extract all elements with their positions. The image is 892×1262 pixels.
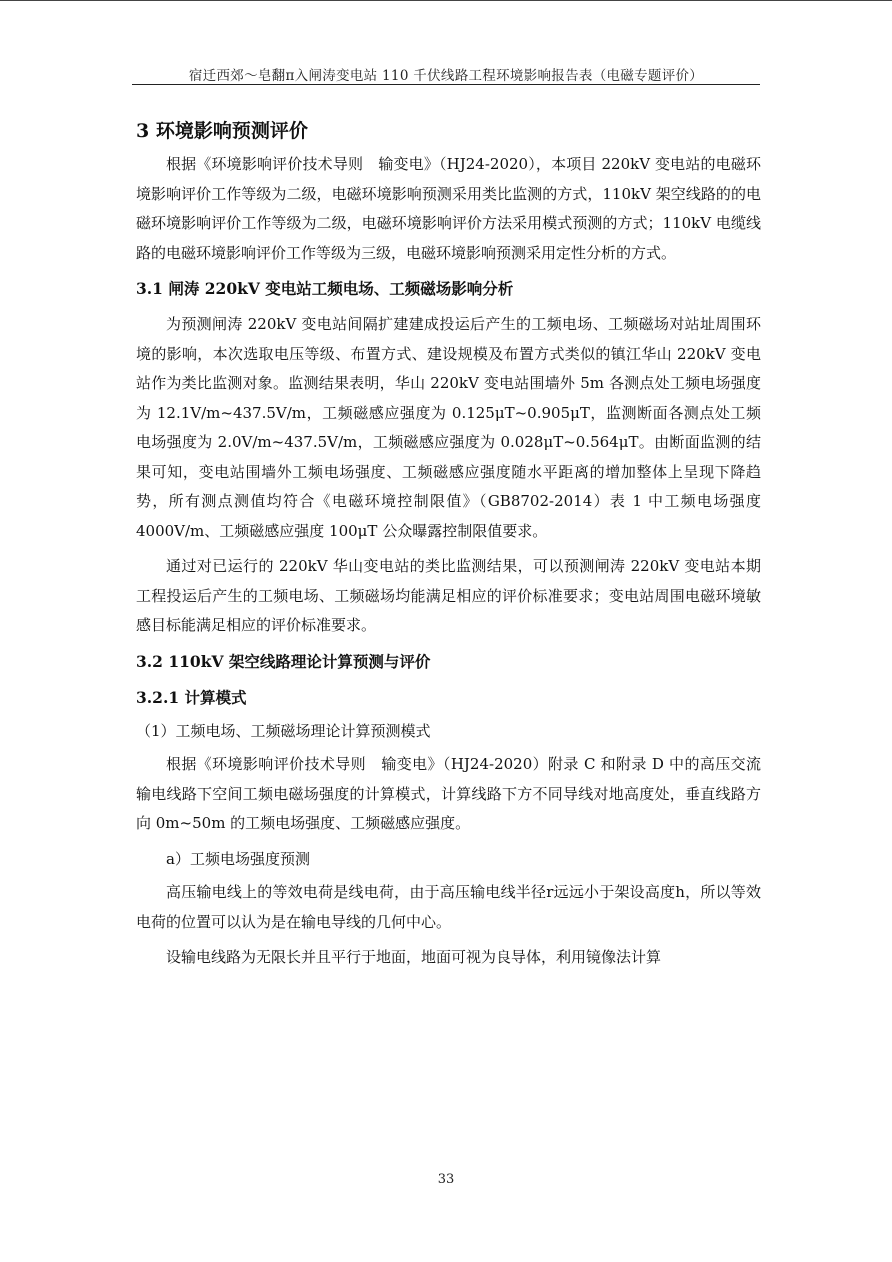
section-3-1-heading: 3.1 闸涛 220kV 变电站工频电场、工频磁场影响分析 [136, 279, 514, 298]
list-item-1: （1）工频电场、工频磁场理论计算预测模式 [136, 721, 431, 740]
page-number: 33 [437, 1172, 455, 1187]
section-3-1-paragraph-1: 为预测闸涛 220kV 变电站间隔扩建建成投运后产生的工频电场、工频磁场对站址周围环境的影响，本次选取电压等级、布置方式、建设规模及布置方式类似的镇江华山 220kV 变电站作为类比监测对象。监测结果表明，华山 220kV 变电站围墙外 5m 各测点处工频电场强度为 12.1V/m~437.5V/m，工频磁感应强度为 0.125μT~0.905μT，监测断面各测点处工频电场强度为 2.0V/m~437.5V/m，工频磁感应强度为 0.028μT~0.564μT。由断面监测的结果可知，变电站围墙外工频电场强度、工频磁感应强度随水平距离的增加整体上呈现下降趋势，所有测点测值均符合《电磁环境控制限值》（GB8702-2014）表 1 中工频电场强度 4000V/m、工频磁感应强度 100μT 公众曝露控制限值要求。 [136, 315, 761, 540]
running-header: 宿迁西郊～皂翻π入闸涛变电站 110 千伏线路工程环境影响报告表（电磁专题评价） [188, 68, 704, 84]
section-3-heading: 3 环境影响预测评价 [136, 120, 308, 142]
section-3-2-1-heading: 3.2.1 计算模式 [136, 687, 247, 707]
section-3-2-heading: 3.2 110kV 架空线路理论计算预测与评价 [136, 651, 431, 671]
list-item-a: a）工频电场强度预测 [166, 849, 310, 868]
section-3-2-1-paragraph-2: 高压输电线上的等效电荷是线电荷，由于高压输电线半径r远远小于架设高度h，所以等效电荷的位置可以认为是在输电导线的几何中心。 [136, 883, 761, 931]
section-3-2-1-paragraph-1: 根据《环境影响评价技术导则 输变电》（HJ24-2020）附录 C 和附录 D 中的高压交流输电线路下空间工频电磁场强度的计算模式，计算线路下方不同导线对地高度处，垂直线路方向 0m~50m 的工频电场强度、工频磁感应强度。 [136, 755, 761, 832]
page-body [136, 115, 761, 973]
header-rule [132, 84, 760, 85]
section-3-paragraph-1: 根据《环境影响评价技术导则 输变电》（HJ24-2020），本项目 220kV 变电站的电磁环境影响评价工作等级为二级，电磁环境影响预测采用类比监测的方式，110kV 架空线路的的电磁环境影响评价工作等级为二级，电磁环境影响评价方法采用模式预测的方式；110kV 电缆线路的电磁环境影响评价工作等级为三级，电磁环境影响预测采用定性分析的方式。 [136, 155, 761, 262]
section-3-1-paragraph-2: 通过对已运行的 220kV 华山变电站的类比监测结果，可以预测闸涛 220kV 变电站本期工程投运后产生的工频电场、工频磁场均能满足相应的评价标准要求；变电站周围电磁环境敏感目标能满足相应的评价标准要求。 [136, 557, 761, 634]
section-3-2-1-paragraph-3: 设输电线路为无限长并且平行于地面，地面可视为良导体，利用镜像法计算 [166, 948, 662, 966]
top-border-line [0, 0, 892, 1]
